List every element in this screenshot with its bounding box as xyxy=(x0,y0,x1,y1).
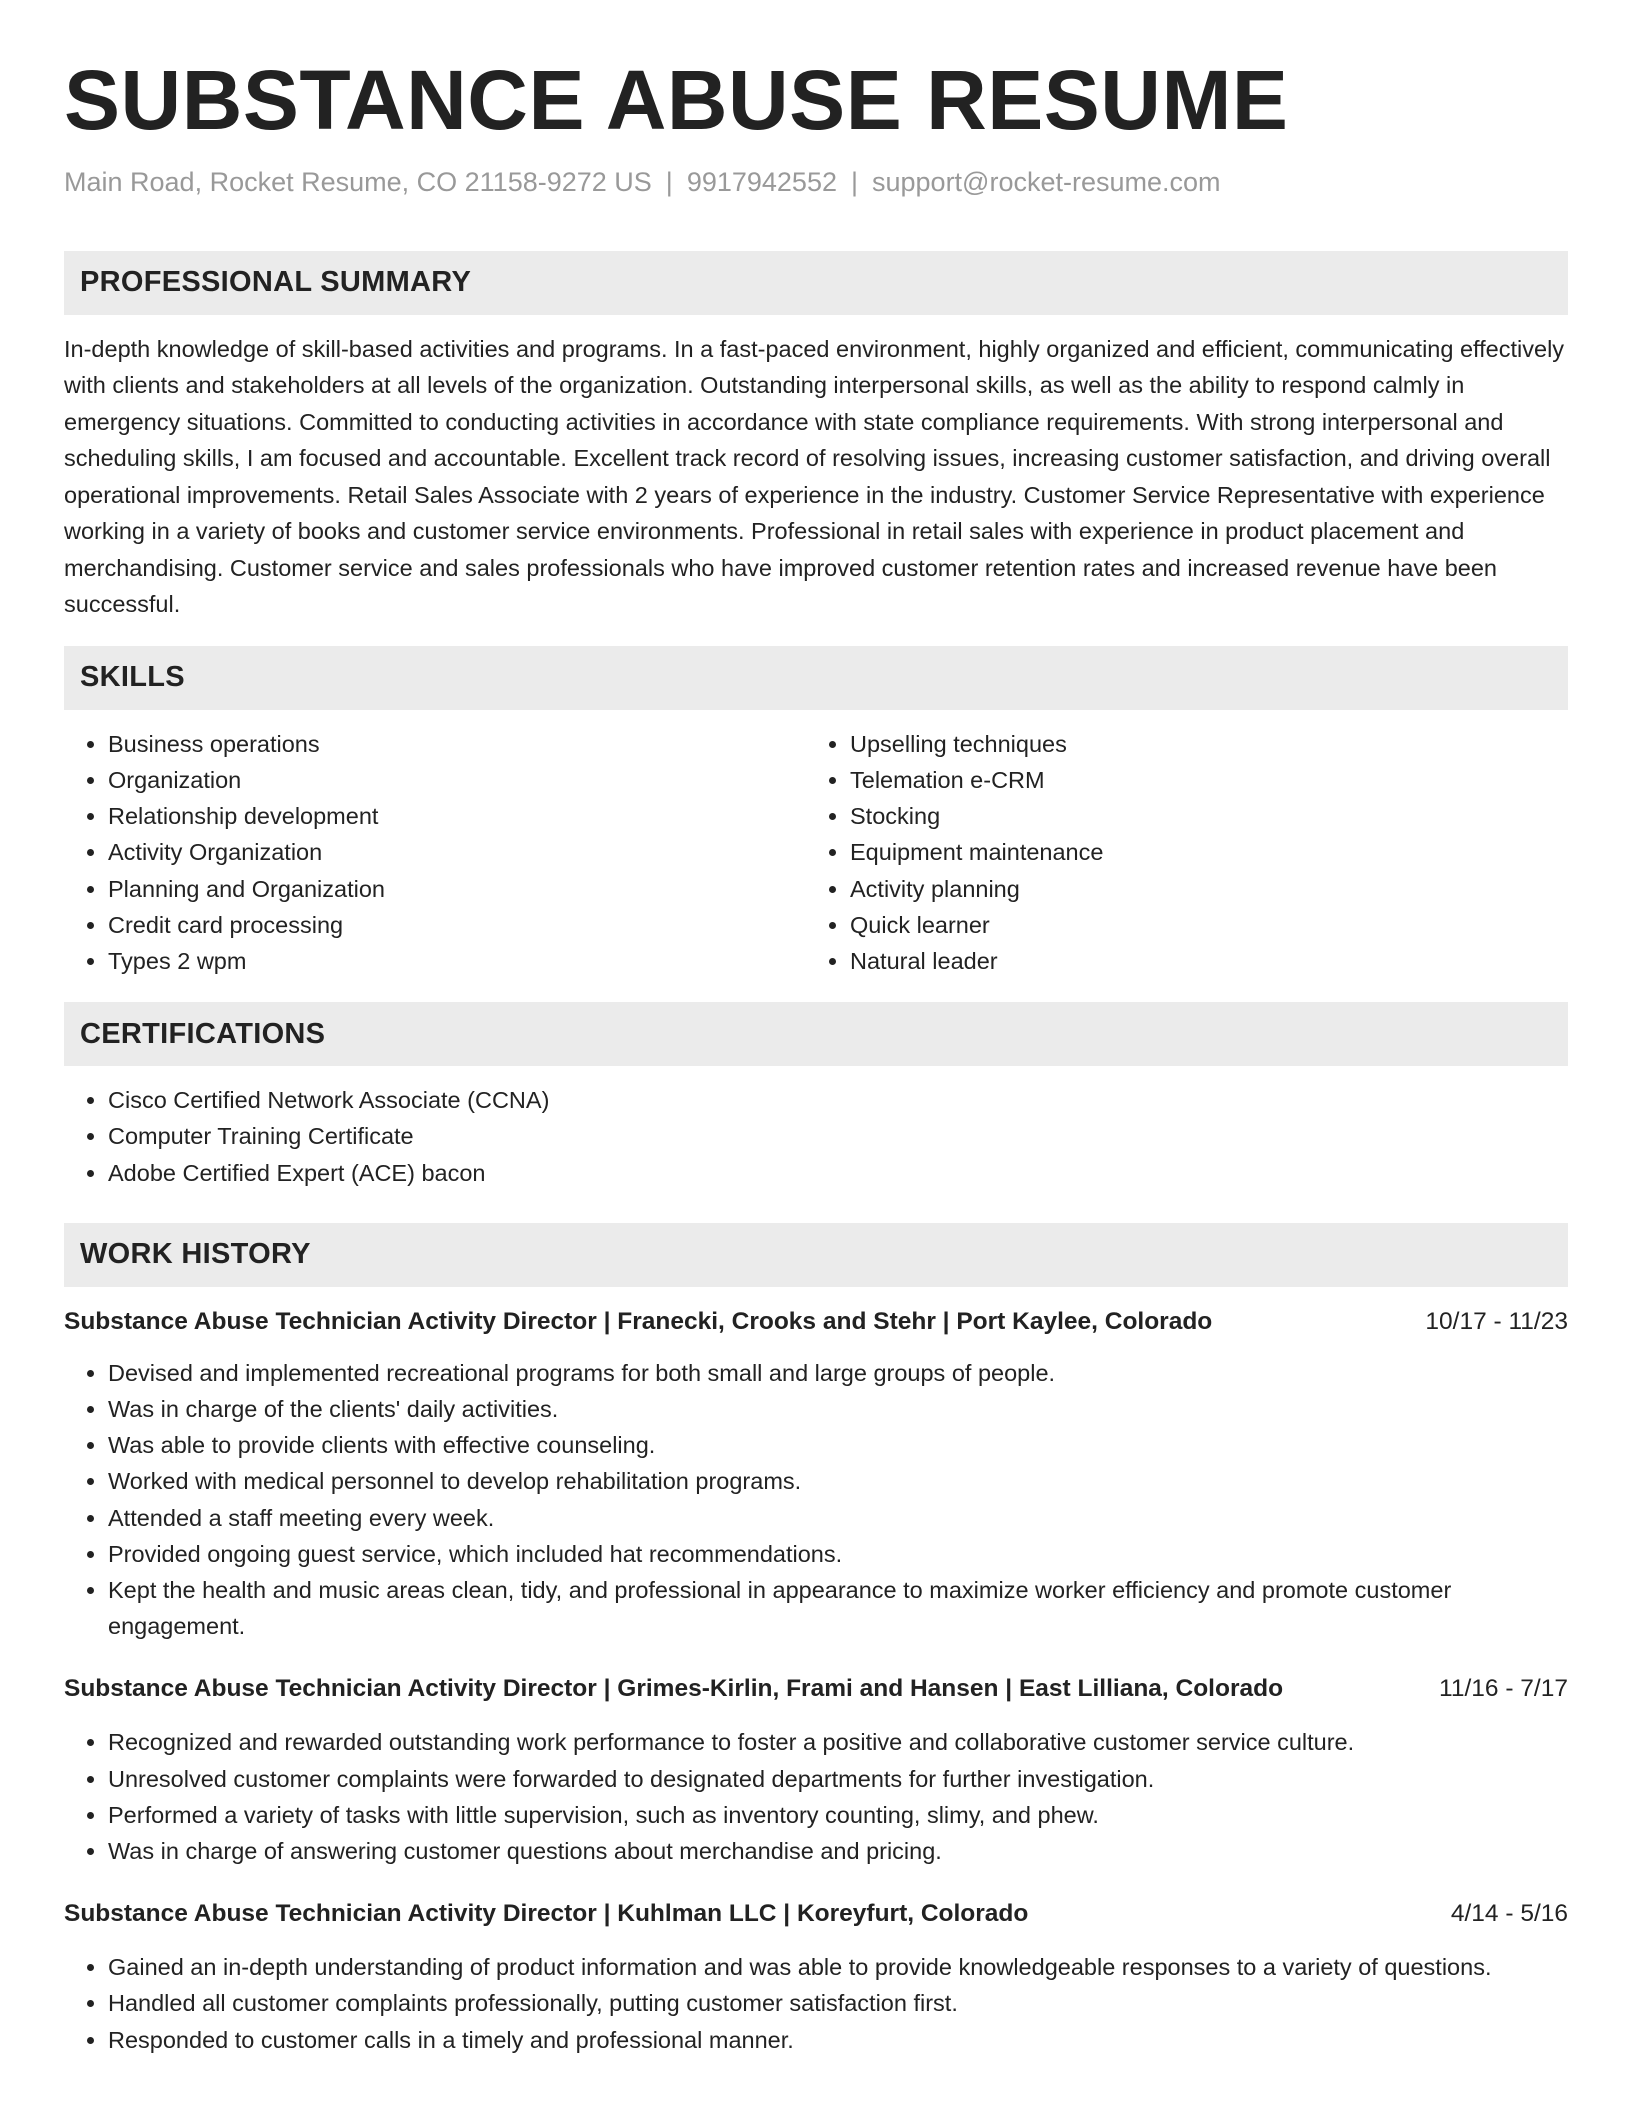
skill-item: • Types 2 wpm xyxy=(108,943,806,979)
job-bullet: • Responded to customer calls in a timely and professional manner. xyxy=(108,2022,1568,2058)
skills-list-left xyxy=(64,726,806,979)
skill-item: • Business operations xyxy=(108,726,806,762)
job-dates: 4/14 - 5/16 xyxy=(1450,1900,1568,1928)
section-header-summary: PROFESSIONAL SUMMARY xyxy=(64,251,1568,315)
job-bullets xyxy=(64,1949,1568,2058)
job-bullet: • Provided ongoing guest service, which included hat recommendations. xyxy=(108,1536,1568,1572)
job-dates: 10/17 - 11/23 xyxy=(1425,1307,1568,1335)
job-entry xyxy=(64,1897,1568,2058)
skill-item: • Planning and Organization xyxy=(108,871,806,907)
job-title: Substance Abuse Technician Activity Director | Franecki, Crooks and Stehr | Port Kaylee, Colorado xyxy=(64,1307,1213,1335)
job-bullet: • Attended a staff meeting every week. xyxy=(108,1500,1568,1536)
skill-item: • Quick learner xyxy=(850,907,1548,943)
skill-item: • Organization xyxy=(108,762,806,798)
job-bullet: • Worked with medical personnel to develop rehabilitation programs. xyxy=(108,1463,1568,1499)
skill-item: • Stocking xyxy=(850,798,1548,834)
address: Main Road, Rocket Resume, CO 21158-9272 US xyxy=(64,166,652,197)
job-bullets xyxy=(64,1724,1568,1869)
skill-item: • Natural leader xyxy=(850,943,1548,979)
job-bullet: • Recognized and rewarded outstanding work performance to foster a positive and collaborative customer service culture. xyxy=(108,1724,1568,1760)
job-bullet: • Kept the health and music areas clean, tidy, and professional in appearance to maximize worker efficiency and promote customer engagement. xyxy=(108,1572,1568,1644)
skills-column-right xyxy=(806,726,1548,979)
skill-item: • Relationship development xyxy=(108,798,806,834)
job-entry xyxy=(64,1672,1568,1869)
skills-column-left xyxy=(64,726,806,979)
phone: 9917942552 xyxy=(686,166,837,197)
resume-title: SUBSTANCE ABUSE RESUME xyxy=(64,53,1289,147)
job-title: Substance Abuse Technician Activity Director | Kuhlman LLC | Koreyfurt, Colorado xyxy=(64,1900,1029,1928)
job-title: Substance Abuse Technician Activity Director | Grimes-Kirlin, Frami and Hansen | East Lilliana, Colorado xyxy=(64,1675,1284,1703)
section-header-work-history: WORK HISTORY xyxy=(64,1223,1568,1287)
contact-line xyxy=(64,165,1568,200)
certification-item: • Adobe Certified Expert (ACE) bacon xyxy=(108,1155,1568,1191)
skill-item: • Activity planning xyxy=(850,871,1548,907)
certification-item: • Cisco Certified Network Associate (CCNA) xyxy=(108,1082,1568,1118)
job-bullet: • Devised and implemented recreational programs for both small and large groups of people. xyxy=(108,1355,1568,1391)
job-header xyxy=(64,1672,1568,1706)
job-header xyxy=(64,1897,1568,1931)
skill-item: • Activity Organization xyxy=(108,834,806,870)
job-bullet: • Was in charge of the clients' daily activities. xyxy=(108,1391,1568,1427)
summary-text: In-depth knowledge of skill-based activities and programs. In a fast-paced environment, highly organized and efficient, communicating effectively with clients and stakeholders at all levels of the organization. Outstanding interpersonal skills, as well as the ability to respond calmly in emergency situations. Committed to conducting activities in accordance with state compliance requirements. With strong interpersonal and scheduling skills, I am focused and accountable. Excellent track record of resolving issues, increasing customer satisfaction, and driving overall operational improvements. Retail Sales Associate with 2 years of experience in the industry. Customer Service Representative with experience working in a variety of books and customer service environments. Professional in retail sales with experience in product placement and merchandising. Customer service and sales professionals who have improved customer retention rates and increased revenue have been successful. xyxy=(64,335,1565,618)
skill-item: • Upselling techniques xyxy=(850,726,1548,762)
job-header xyxy=(64,1305,1568,1339)
skills-list-right xyxy=(806,726,1548,979)
skills-grid xyxy=(64,726,1568,979)
contact-separator: | xyxy=(850,166,858,197)
job-bullet: • Was able to provide clients with effective counseling. xyxy=(108,1427,1568,1463)
section-header-certifications: CERTIFICATIONS xyxy=(64,1002,1568,1066)
certification-item: • Computer Training Certificate xyxy=(108,1118,1568,1154)
job-entry xyxy=(64,1305,1568,1645)
job-bullet: • Handled all customer complaints professionally, putting customer satisfaction first. xyxy=(108,1985,1568,2021)
skill-item: • Telemation e-CRM xyxy=(850,762,1548,798)
skill-item: • Credit card processing xyxy=(108,907,806,943)
job-dates: 11/16 - 7/17 xyxy=(1439,1675,1568,1703)
certifications-list xyxy=(64,1082,1568,1191)
job-bullet: • Unresolved customer complaints were forwarded to designated departments for further investigation. xyxy=(108,1761,1568,1797)
contact-separator: | xyxy=(665,166,673,197)
email-link[interactable]: support@rocket-resume.com xyxy=(872,166,1221,197)
skill-item: • Equipment maintenance xyxy=(850,834,1548,870)
job-bullet: • Gained an in-depth understanding of product information and was able to provide knowledgeable responses to a variety of questions. xyxy=(108,1949,1568,1985)
job-bullet: • Performed a variety of tasks with little supervision, such as inventory counting, slimy, and phew. xyxy=(108,1797,1568,1833)
section-header-skills: SKILLS xyxy=(64,646,1568,710)
job-bullets xyxy=(64,1355,1568,1645)
job-bullet: • Was in charge of answering customer questions about merchandise and pricing. xyxy=(108,1833,1568,1869)
